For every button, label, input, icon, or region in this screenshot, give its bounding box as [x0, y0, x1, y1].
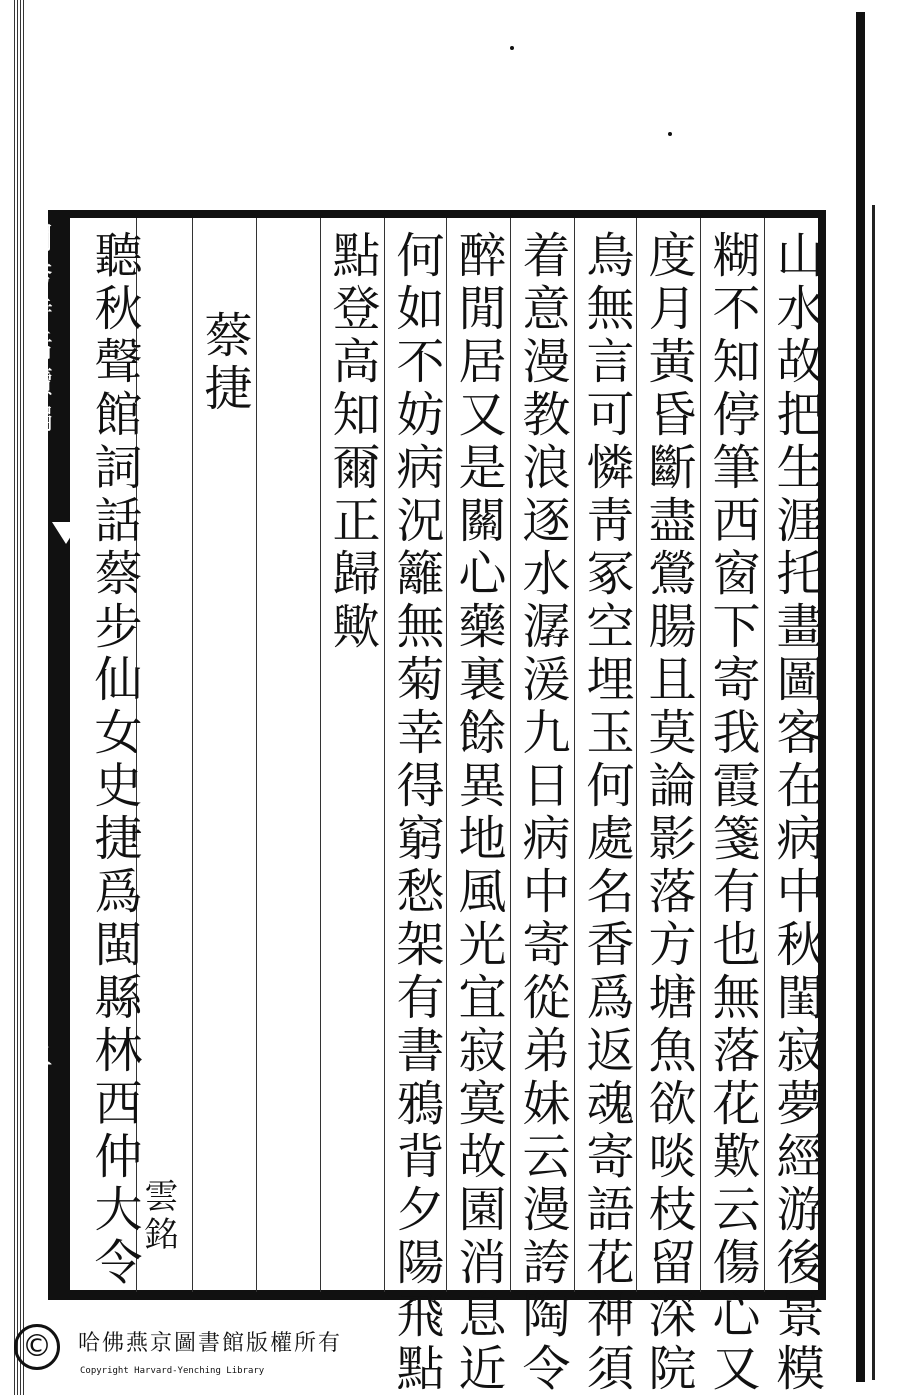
text-column-2: 糊不知停筆西窗下寄我霞箋有也無落花歎云傷心又 — [704, 230, 760, 1396]
column-rule — [446, 218, 447, 1292]
copyright-footer — [10, 1318, 343, 1386]
column-rule — [700, 218, 701, 1292]
text-column-3: 度月黃昏斷盡鶯腸且莫論影落方塘魚欲啖枝留深院 — [640, 230, 696, 1396]
fish-tail-mark — [52, 522, 80, 544]
text-column-7: 何如不妨病況籬無菊幸得窮愁架有書鴉背夕陽飛點 — [388, 230, 444, 1396]
book-spine — [14, 0, 26, 1395]
text-column-8: 點登高知爾正歸歟 — [324, 230, 380, 654]
copyright-icon: © — [14, 1324, 60, 1370]
text-column-1: 山水故把生涯托畫圖客在病中秋閨寂夢經游後景糢 — [768, 230, 824, 1396]
inline-annotation: 雲銘 — [138, 1178, 178, 1254]
column-rule — [764, 218, 765, 1292]
text-column-6: 醉閒居又是關心藥裏餘異地風光宜寂寞故園消息近 — [450, 230, 506, 1396]
text-column-5: 着意漫教浪逐水潺湲九日病中寄從弟妹云漫誇陶令 — [514, 230, 570, 1396]
margin-page-number: 二 — [17, 1040, 52, 1070]
column-rule — [192, 218, 193, 1292]
copyright-text-chinese: 哈佛燕京圖書館版權所有 — [78, 1331, 343, 1356]
column-rule — [320, 218, 321, 1292]
author-heading: 蔡捷 — [196, 310, 252, 416]
copyright-text-english: Copyright Harvard-Yenching Library — [80, 1366, 265, 1376]
ink-speck — [668, 132, 672, 136]
column-rule — [510, 218, 511, 1292]
ink-speck — [510, 46, 514, 50]
text-column-11: 聽秋聲館詞話蔡步仙女史捷爲閩縣林西仲大令 — [86, 230, 142, 1290]
column-rule — [636, 218, 637, 1292]
adjacent-page-edge — [856, 12, 865, 1382]
column-rule — [574, 218, 575, 1292]
adjacent-page-edge-thin — [872, 205, 875, 1380]
margin-book-title: 閨秀詩話續編 — [17, 222, 52, 438]
text-column-4: 鳥無言可憐靑冢空埋玉何處名香爲返魂寄語花神須 — [578, 230, 634, 1396]
column-rule — [384, 218, 385, 1292]
column-rule — [256, 218, 257, 1292]
